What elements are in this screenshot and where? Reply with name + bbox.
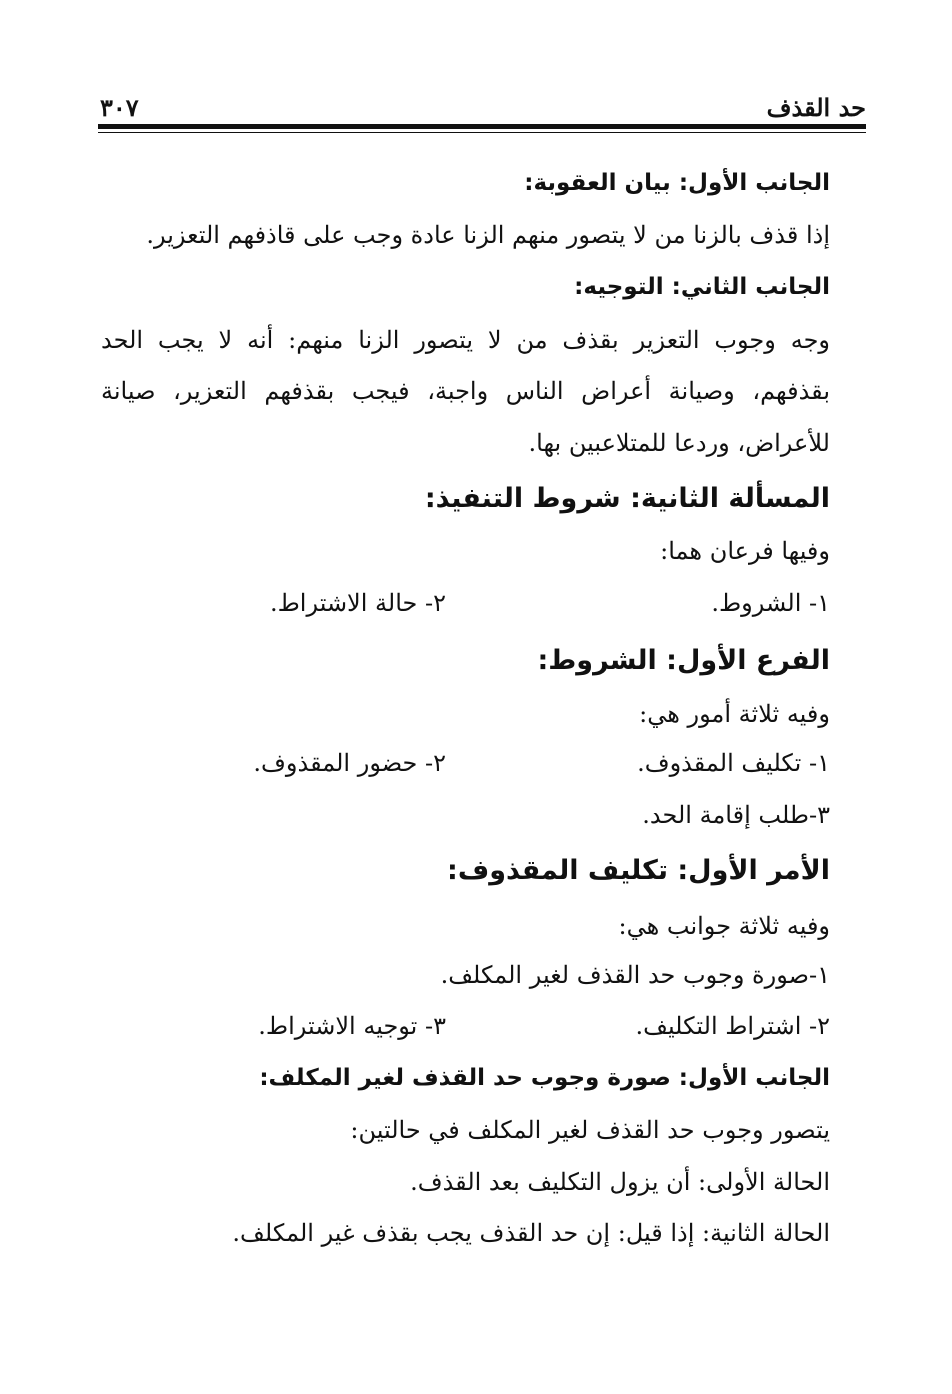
list-item: ١- تكليف المقذوف. bbox=[637, 749, 830, 777]
list-item: ٣- توجيه الاشتراط. bbox=[258, 1012, 446, 1040]
section-heading-case: الجانب الأول: صورة وجوب حد القذف لغير المكلف: bbox=[259, 1065, 830, 1091]
list-row bbox=[101, 1006, 830, 1046]
paragraph-line: يتصور وجوب حد القذف لغير المكلف في حالتين: bbox=[350, 1116, 830, 1144]
running-header bbox=[98, 90, 866, 126]
list-item: ٢- حضور المقذوف. bbox=[253, 749, 446, 777]
section-heading-punishment: الجانب الأول: بيان العقوبة: bbox=[524, 170, 830, 196]
paragraph-line: الحالة الثانية: إذا قيل: إن حد القذف يجب بقذف غير المكلف. bbox=[232, 1219, 830, 1247]
paragraph-line: للأعراض، وردعا للمتلاعبين بها. bbox=[528, 429, 830, 457]
header-rule-thick bbox=[98, 124, 866, 129]
list-row bbox=[101, 743, 830, 783]
branch-heading-conditions: الفرع الأول: الشروط: bbox=[537, 645, 830, 676]
list-item: ٢- اشتراط التكليف. bbox=[635, 1012, 830, 1040]
list-item: ٢- حالة الاشتراط. bbox=[269, 589, 446, 617]
header-rule-thin bbox=[98, 132, 866, 133]
paragraph-line: بقذفهم، وصيانة أعراض الناس واجبة، فيجب بقذفهم التعزير، صيانة bbox=[101, 377, 830, 405]
list-item: ١-صورة وجوب حد القذف لغير المكلف. bbox=[440, 961, 830, 989]
paragraph-line: وفيها فرعان هما: bbox=[660, 537, 830, 565]
matter-heading-capacity: الأمر الأول: تكليف المقذوف: bbox=[447, 855, 830, 886]
page-number: ٣٠٧ bbox=[100, 93, 139, 122]
issue-heading-conditions: المسألة الثانية: شروط التنفيذ: bbox=[424, 483, 830, 514]
paragraph-line: إذا قذف بالزنا من لا يتصور منهم الزنا عادة وجب على قاذفهم التعزير. bbox=[146, 221, 830, 249]
list-item: ١- الشروط. bbox=[711, 589, 830, 617]
paragraph-line: وفيه ثلاثة جوانب هي: bbox=[618, 912, 830, 940]
section-heading-justification: الجانب الثاني: التوجيه: bbox=[574, 274, 830, 300]
paragraph-line: الحالة الأولى: أن يزول التكليف بعد القذف. bbox=[410, 1168, 830, 1196]
list-item: ٣-طلب إقامة الحد. bbox=[642, 801, 830, 829]
paragraph-line: وفيه ثلاثة أمور هي: bbox=[639, 700, 830, 728]
running-title: حد القذف bbox=[766, 93, 866, 122]
paragraph-line: وجه وجوب التعزير بقذف من لا يتصور الزنا منهم: أنه لا يجب الحد bbox=[101, 326, 830, 354]
list-row bbox=[101, 583, 830, 623]
